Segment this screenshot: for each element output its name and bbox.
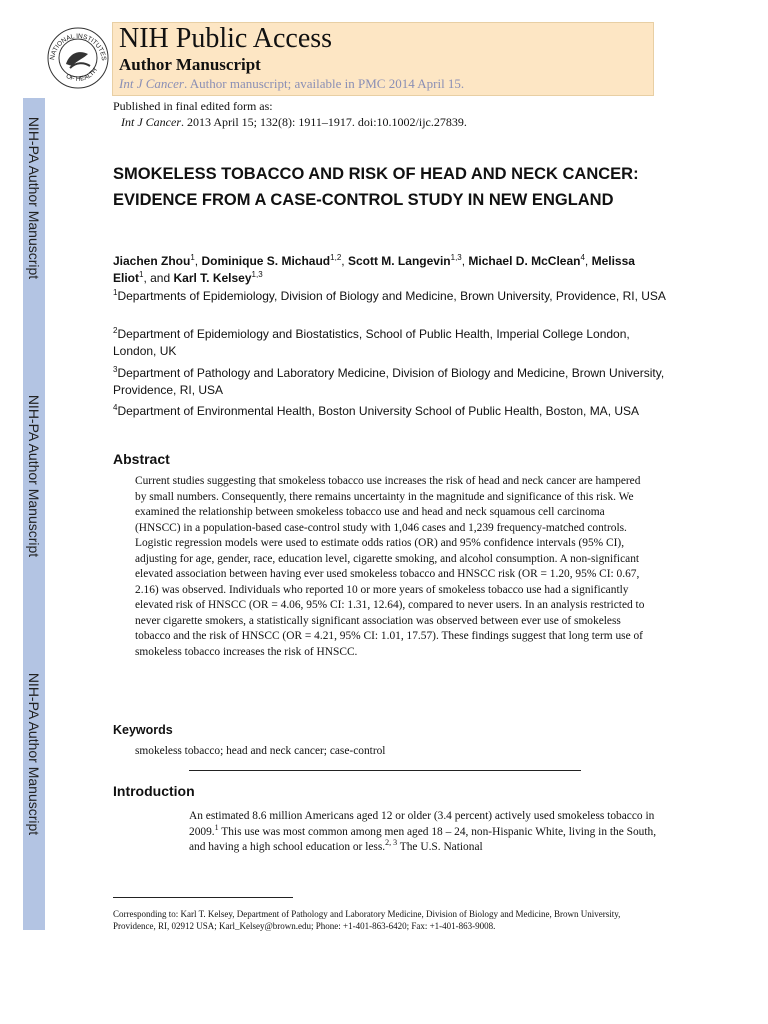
sidebar-label-2: NIH-PA Author Manuscript bbox=[26, 394, 42, 558]
svg-text:OF HEALTH: OF HEALTH bbox=[64, 66, 99, 83]
abstract-text: Current studies suggesting that smokeless tobacco use increases the risk of head and neck cancer are hampered by small numbers. Consequently, there remains uncertainty in the magnitude and significance of this risk. We examined the relationship between smokeless tobacco use and head and neck squamous cell carcinoma (HNSCC) in a population-based case-control study with 1,046 cases and 1,239 frequency-matched controls. Logistic regression models were used to estimate odds ratios (OR) and 95% confidence intervals (95% CI), adjusting for age, gender, race, education level, cigarette smoking, and alcohol consumption. A non-significant elevated association between having ever used smokeless tobacco and HNSCC risk (OR = 1.20, 95% CI: 0.67, 2.16) was observed. Individuals who reported 10 or more years of smokeless tobacco use had a significantly elevated risk of HNSCC (OR = 4.06, 95% CI: 1.31, 12.64), compared to never users. In an analysis restricted to never cigarette smokers, a statistically significant association was observed between ever use of smokeless tobacco and the risk of HNSCC (OR = 4.21, 95% CI: 1.01, 17.57). These findings suggest that long term use of smokeless tobacco increases the risk of HNSCC. bbox=[135, 475, 645, 658]
affiliation-1: $^1$Departments of Epidemiology, Division of Biology and Medicine, Brown University, Providence, RI, USA bbox=[113, 288, 666, 303]
section-divider bbox=[189, 770, 581, 771]
author-manuscript-sidebar bbox=[23, 98, 45, 930]
banner-note: Int J Cancer. Author manuscript; available in PMC 2014 April 15. bbox=[119, 76, 465, 91]
author-list: Jiachen Zhou$^1$, Dominique S. Michaud$^{1,2}$, Scott M. Langevin$^{1,3}$, Michael D. McClean$^4$, Melissa Eliot$^1$, and Karl T. Kelsey$^{1,3}$ bbox=[113, 253, 635, 285]
published-citation: Int J Cancer. 2013 April 15; 132(8): 1911–1917. doi:10.1002/ijc.27839. bbox=[121, 115, 467, 129]
affiliation-2: $^2$Department of Epidemiology and Biostatistics, School of Public Health, Imperial College London, London, UK bbox=[113, 326, 630, 358]
introduction-text: An estimated 8.6 million Americans aged 12 or older (3.4 percent) actively used smokeless tobacco in 2009.$^1$ This use was most common among men aged 18 – 24, non-Hispanic White, living in the South, and having a high school education or less.$^{2, 3}$ The U.S. National bbox=[189, 810, 657, 853]
published-info bbox=[113, 98, 467, 130]
nih-logo bbox=[44, 22, 112, 94]
correspondence-footnote: Corresponding to: Karl T. Kelsey, Department of Pathology and Laboratory Medicine, Division of Biology and Medicine, Brown University, Providence, RI, 02912 USA; Karl_Kelsey@brown.edu; Phone: +1-401-863-6420; Fax: +1-401-863-9008. bbox=[113, 909, 621, 931]
sidebar-label-3: NIH-PA Author Manuscript bbox=[26, 672, 42, 836]
sidebar-label-1: NIH-PA Author Manuscript bbox=[26, 116, 42, 280]
abstract-heading: Abstract bbox=[113, 451, 170, 467]
nih-public-access-banner bbox=[112, 22, 654, 96]
banner-title: NIH Public Access bbox=[119, 23, 333, 54]
svg-text:NATIONAL INSTITUTES: NATIONAL INSTITUTES bbox=[49, 32, 108, 62]
paper-title: SMOKELESS TOBACCO AND RISK OF HEAD AND NECK CANCER: EVIDENCE FROM A CASE-CONTROL STUDY IN NEW ENGLAND bbox=[113, 165, 639, 209]
published-label: Published in final edited form as: bbox=[113, 99, 273, 113]
introduction-heading: Introduction bbox=[113, 783, 195, 799]
banner-subtitle: Author Manuscript bbox=[119, 55, 261, 74]
affiliation-3: $^3$Department of Pathology and Laboratory Medicine, Division of Biology and Medicine, Brown University, Providence, RI, USA bbox=[113, 365, 665, 397]
footnote-rule bbox=[113, 897, 293, 898]
keywords-text: smokeless tobacco; head and neck cancer; case-control bbox=[135, 745, 386, 757]
keywords-heading: Keywords bbox=[113, 723, 173, 737]
affiliation-4: $^4$Department of Environmental Health, Boston University School of Public Health, Boston, MA, USA bbox=[113, 403, 640, 418]
